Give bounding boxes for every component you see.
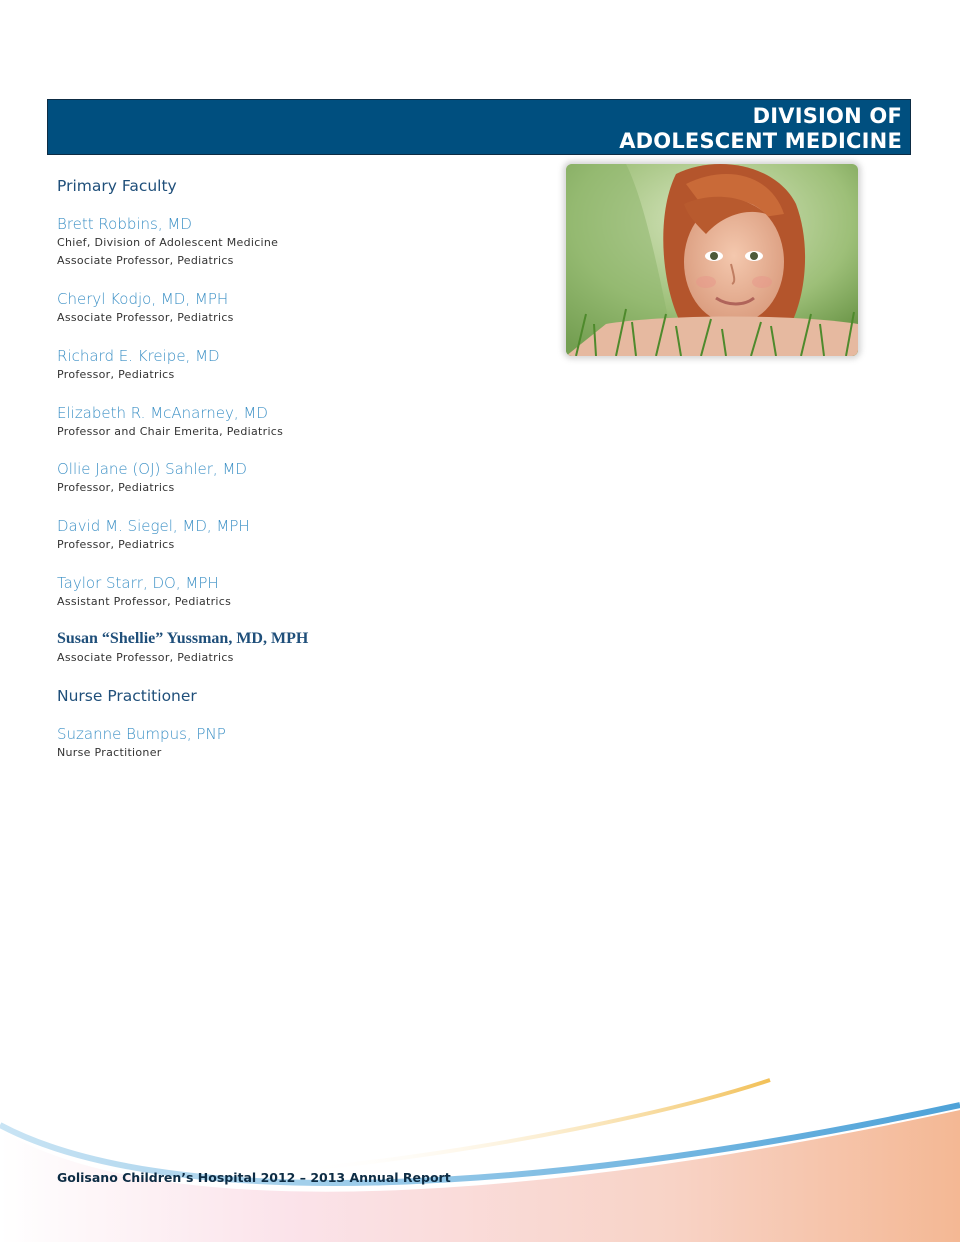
faculty-role: Assistant Professor, Pediatrics	[57, 595, 232, 608]
faculty-role: Professor and Chair Emerita, Pediatrics	[57, 425, 284, 438]
faculty-role: Professor, Pediatrics	[57, 368, 175, 381]
nurse-entry	[57, 724, 226, 762]
photo-illustration	[566, 164, 858, 356]
faculty-entry	[57, 346, 220, 384]
faculty-role: Associate Professor, Pediatrics	[57, 651, 234, 664]
nurse-practitioner-heading: Nurse Practitioner	[57, 687, 197, 705]
faculty-name: Richard E. Kreipe, MD	[57, 347, 220, 365]
faculty-role: Chief, Division of Adolescent Medicine	[57, 236, 279, 249]
faculty-entry	[57, 403, 283, 441]
faculty-entry	[57, 516, 250, 554]
faculty-name: Taylor Starr, DO, MPH	[57, 574, 219, 592]
faculty-entry	[57, 629, 308, 667]
faculty-entry	[57, 459, 247, 497]
faculty-name: Brett Robbins, MD	[57, 215, 192, 233]
adolescent-photo	[566, 164, 858, 356]
faculty-name: Ollie Jane (OJ) Sahler, MD	[57, 460, 247, 478]
footer-report-title: Golisano Children’s Hospital 2012 – 2013 Annual Report	[57, 1170, 451, 1185]
faculty-name: Elizabeth R. McAnarney, MD	[57, 404, 268, 422]
faculty-entry	[57, 573, 231, 611]
nurse-name: Suzanne Bumpus, PNP	[57, 725, 226, 743]
primary-faculty-heading: Primary Faculty	[57, 177, 177, 195]
banner-title-line2: ADOLESCENT MEDICINE	[619, 129, 902, 153]
banner-title-line1: DIVISION OF	[752, 104, 902, 128]
faculty-name: Susan “Shellie” Yussman, MD, MPH	[57, 630, 309, 647]
faculty-role: Associate Professor, Pediatrics	[57, 311, 234, 324]
decorative-swoosh	[0, 1060, 960, 1242]
faculty-entry	[57, 289, 234, 327]
faculty-role: Associate Professor, Pediatrics	[57, 254, 234, 267]
nurse-role: Nurse Practitioner	[57, 746, 162, 759]
faculty-entry	[57, 214, 278, 270]
faculty-name: David M. Siegel, MD, MPH	[57, 517, 250, 535]
faculty-role: Professor, Pediatrics	[57, 538, 175, 551]
faculty-name: Cheryl Kodjo, MD, MPH	[57, 290, 229, 308]
division-banner	[47, 99, 911, 155]
faculty-role: Professor, Pediatrics	[57, 481, 175, 494]
